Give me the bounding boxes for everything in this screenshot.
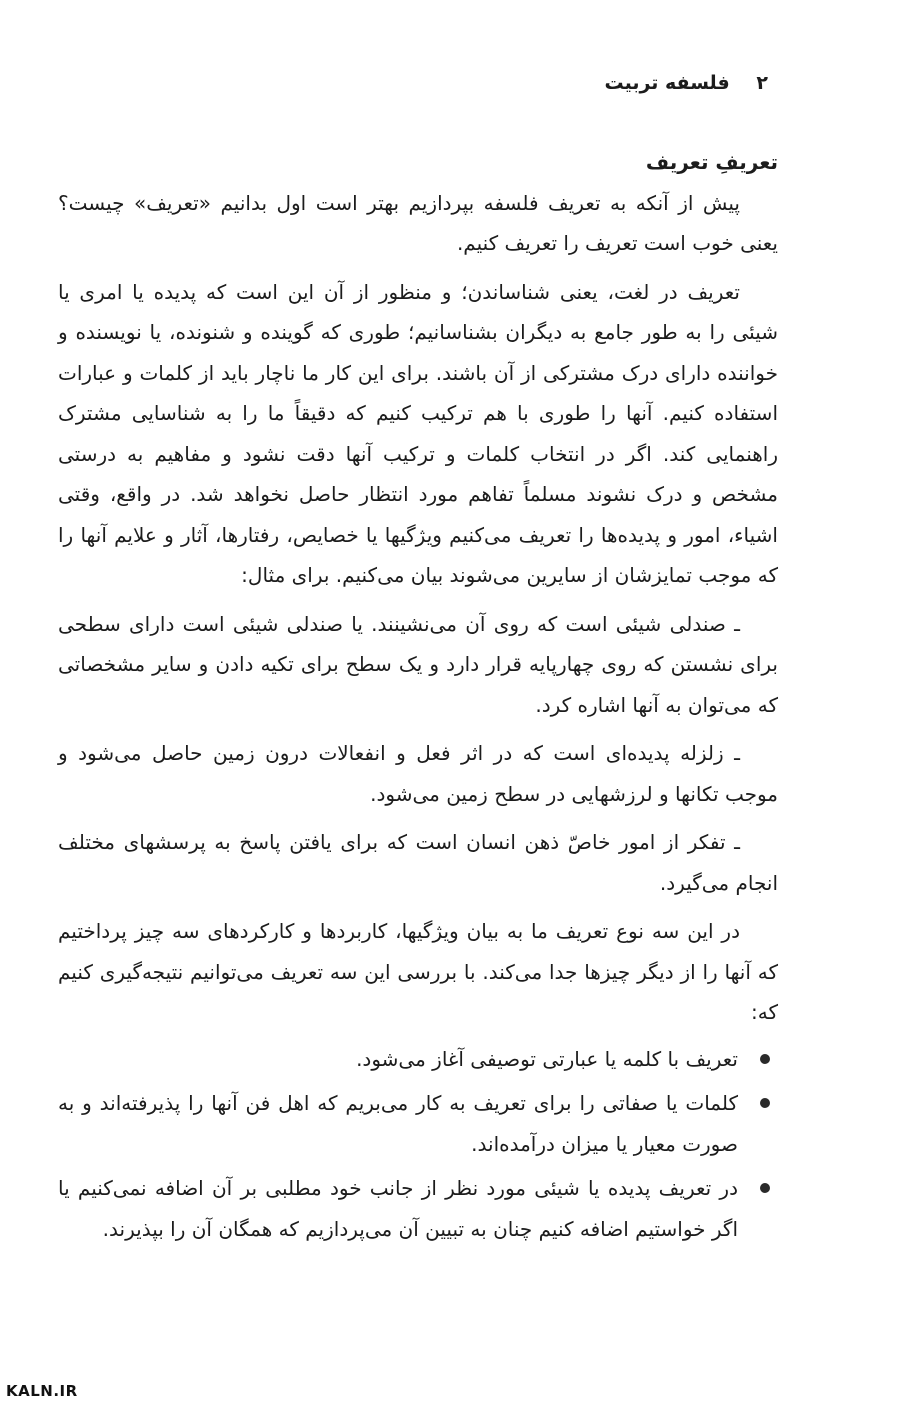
bullet-icon: [760, 1054, 770, 1064]
definition-paragraph: تعریف در لغت، یعنی شناساندن؛ و منظور از آن این است که پدیده یا امری یا شیئی را به طور جامع به دیگران بشناسانیم؛ طوری که گوینده و شنونده، یا نویسنده و خواننده دارای درک مشترکی از آن باشند. برای این کار ما ناچار باید از کلمات و عبارات استفاده کنیم. آنها را طوری با هم ترکیب کنیم که دقیقاً ما را به شناسایی مشترک راهنمایی کند. اگر در انتخاب کلمات و ترکیب آنها دقت نشود و مفاهیم به درستی مشخص و درک نشوند مسلماً تفاهم مورد انتظار حاصل نخواهد شد. در واقع، وقتی اشیاء، امور و پدیده‌ها را تعریف می‌کنیم ویژگیها یا خصایص، رفتارها، آثار و علایم آنها را که موجب تمایزشان از سایرین می‌شوند بیان می‌کنیم. برای مثال:: [58, 279, 778, 587]
example-earthquake: ـ زلزله پدیده‌ای است که در اثر فعل و انفعالات درون زمین حاصل می‌شود و موجب تکانها و لرزشهایی در سطح زمین می‌شود.: [58, 741, 778, 806]
list-item-text: تعریف با کلمه یا عبارتی توصیفی آغاز می‌شود.: [356, 1046, 738, 1071]
list-item: [58, 1083, 778, 1164]
example-thinking: ـ تفکر از امور خاصّ ذهن انسان است که برای یافتن پاسخ به پرسشهای مختلف انجام می‌گیرد.: [58, 830, 778, 895]
conclusion-list: [58, 1039, 778, 1250]
list-item-text: کلمات یا صفاتی را برای تعریف به کار می‌بریم که اهل فن آنها را پذیرفته‌اند و به صورت معیار یا میزان درآمده‌اند.: [58, 1091, 738, 1156]
page-number: ۲: [756, 72, 768, 94]
running-header: [604, 72, 768, 94]
section-title: تعریفِ تعریف: [645, 150, 778, 174]
page-body: [58, 142, 778, 1253]
list-item-text: در تعریف پدیده یا شیئی مورد نظر از جانب خود مطلبی بر آن اضافه نمی‌کنیم یا اگر خواستیم اضافه کنیم چنان به تبیین آن می‌پردازیم که همگان آن را بپذیرند.: [58, 1176, 738, 1241]
conclusion-paragraph: در این سه نوع تعریف ما به بیان ویژگیها، کاربردها و کارکردهای سه چیز پرداختیم که آنها را از دیگر چیزها جدا می‌کند. با بررسی این سه تعریف می‌توانیم نتیجه‌گیری کنیم که:: [58, 919, 778, 1024]
book-title: فلسفه تربیت: [604, 72, 730, 94]
list-item: [58, 1039, 778, 1080]
watermark-text: KALN.IR: [6, 1382, 78, 1400]
list-item: [58, 1168, 778, 1249]
bullet-icon: [760, 1183, 770, 1193]
example-chair: ـ صندلی شیئی است که روی آن می‌نشینند. یا صندلی شیئی است دارای سطحی برای نشستن که روی چهارپایه قرار دارد و یک سطح برای تکیه دادن و سایر مشخصاتی که می‌توان به آنها اشاره کرد.: [58, 611, 778, 717]
bullet-icon: [760, 1098, 770, 1108]
intro-paragraph: پیش از آنکه به تعریف فلسفه بپردازیم بهتر است اول بدانیم «تعریف» چیست؟ یعنی خوب است تعریف را تعریف کنیم.: [58, 190, 778, 255]
